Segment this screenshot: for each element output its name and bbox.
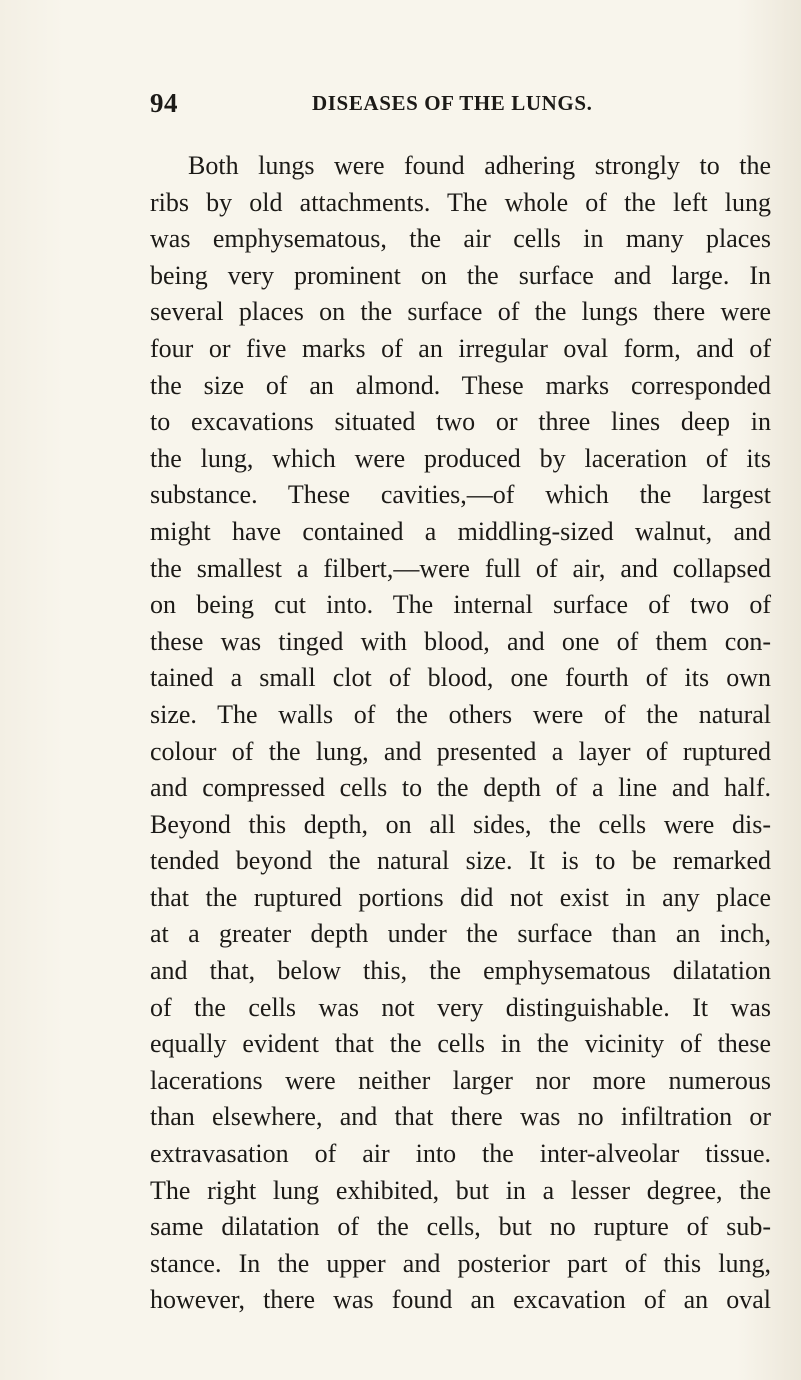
text-line: than elsewhere, and that there was no infiltration or bbox=[150, 1102, 771, 1132]
text-line: size. The walls of the others were of the natural bbox=[150, 699, 771, 729]
body-text bbox=[150, 148, 771, 1319]
text-line: and compressed cells to the depth of a line and half. bbox=[150, 773, 771, 803]
text-line: substance. These cavities,—of which the largest bbox=[150, 480, 771, 510]
text-line: extravasation of air into the inter-alveolar tissue. bbox=[150, 1139, 771, 1169]
running-head: DISEASES OF THE LUNGS. bbox=[312, 91, 593, 115]
page-number: 94 bbox=[150, 88, 178, 118]
text-line: the size of an almond. These marks corresponded bbox=[150, 370, 771, 400]
text-line: lacerations were neither larger nor more numerous bbox=[150, 1065, 771, 1095]
text-line: being very prominent on the surface and large. In bbox=[150, 260, 771, 290]
text-line: and that, below this, the emphysematous dilatation bbox=[150, 956, 771, 986]
text-line: however, there was found an excavation of an oval bbox=[150, 1285, 771, 1315]
text-line: was emphysematous, the air cells in many places bbox=[150, 224, 771, 254]
text-line: the smallest a filbert,—were full of air, and collapsed bbox=[150, 553, 771, 583]
text-line: to excavations situated two or three lines deep in bbox=[150, 407, 771, 437]
text-line: several places on the surface of the lungs there were bbox=[150, 297, 771, 327]
text-line: ribs by old attachments. The whole of the left lung bbox=[150, 187, 771, 217]
text-line: of the cells was not very distinguishable. It was bbox=[150, 992, 771, 1022]
text-line: colour of the lung, and presented a layer of ruptured bbox=[150, 736, 771, 766]
text-line: stance. In the upper and posterior part of this lung, bbox=[150, 1248, 771, 1278]
text-line: same dilatation of the cells, but no rupture of sub- bbox=[150, 1212, 771, 1242]
text-line: these was tinged with blood, and one of them con- bbox=[150, 626, 771, 656]
text-line: that the ruptured portions did not exist in any place bbox=[150, 882, 771, 912]
text-line: equally evident that the cells in the vicinity of these bbox=[150, 1029, 771, 1059]
text-line: might have contained a middling-sized walnut, and bbox=[150, 516, 771, 546]
page-header bbox=[150, 88, 740, 124]
text-line: at a greater depth under the surface than an inch, bbox=[150, 919, 771, 949]
text-line: Both lungs were found adhering strongly to the bbox=[188, 151, 771, 180]
text-line: tained a small clot of blood, one fourth of its own bbox=[150, 663, 771, 693]
text-line: Beyond this depth, on all sides, the cells were dis- bbox=[150, 809, 771, 839]
text-line: on being cut into. The internal surface of two of bbox=[150, 590, 771, 620]
text-line: The right lung exhibited, but in a lesser degree, the bbox=[150, 1175, 771, 1205]
text-line: the lung, which were produced by laceration of its bbox=[150, 443, 771, 473]
text-line: four or five marks of an irregular oval form, and of bbox=[150, 333, 771, 363]
text-line: tended beyond the natural size. It is to be remarked bbox=[150, 846, 771, 876]
